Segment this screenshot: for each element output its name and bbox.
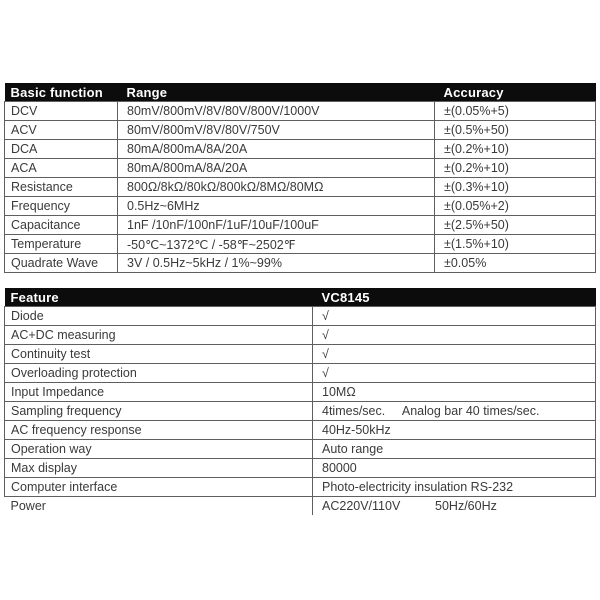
range-cell: 80mV/800mV/8V/80V/750V <box>118 121 435 140</box>
basic-table-header-row <box>5 83 596 102</box>
table-row <box>5 197 596 216</box>
feature-cell: Computer interface <box>5 478 313 497</box>
header-model-vc8145: VC8145 <box>313 288 596 307</box>
table-row <box>5 497 596 516</box>
function-cell: DCV <box>5 102 118 121</box>
feature-value-cell: √ <box>313 364 596 383</box>
range-cell: -50℃~1372℃ / -58℉~2502℉ <box>118 235 435 254</box>
accuracy-cell: ±(0.2%+10) <box>435 159 596 178</box>
function-cell: Temperature <box>5 235 118 254</box>
feature-cell: Power <box>5 497 313 516</box>
feature-cell: Operation way <box>5 440 313 459</box>
basic-function-table <box>4 83 596 273</box>
range-cell: 80mV/800mV/8V/80V/800V/1000V <box>118 102 435 121</box>
feature-cell: Max display <box>5 459 313 478</box>
feature-value-cell: √ <box>313 326 596 345</box>
function-cell: Capacitance <box>5 216 118 235</box>
table-row <box>5 421 596 440</box>
header-basic-function: Basic function <box>5 83 118 102</box>
table-row <box>5 307 596 326</box>
range-cell: 80mA/800mA/8A/20A <box>118 159 435 178</box>
table-row <box>5 140 596 159</box>
range-cell: 3V / 0.5Hz~5kHz / 1%~99% <box>118 254 435 273</box>
feature-value-cell: 10MΩ <box>313 383 596 402</box>
feature-value-cell: Photo-electricity insulation RS-232 <box>313 478 596 497</box>
table-row <box>5 235 596 254</box>
function-cell: DCA <box>5 140 118 159</box>
table-row <box>5 440 596 459</box>
accuracy-cell: ±(0.3%+10) <box>435 178 596 197</box>
table-row <box>5 254 596 273</box>
accuracy-cell: ±(0.05%+2) <box>435 197 596 216</box>
feature-value-cell: √ <box>313 307 596 326</box>
header-feature: Feature <box>5 288 313 307</box>
function-cell: ACA <box>5 159 118 178</box>
accuracy-cell: ±(0.2%+10) <box>435 140 596 159</box>
table-row <box>5 102 596 121</box>
feature-cell: Continuity test <box>5 345 313 364</box>
function-cell: Resistance <box>5 178 118 197</box>
header-range: Range <box>118 83 435 102</box>
feature-value-cell: 4times/sec. Analog bar 40 times/sec. <box>313 402 596 421</box>
accuracy-cell: ±(0.05%+5) <box>435 102 596 121</box>
table-row <box>5 383 596 402</box>
feature-cell: AC+DC measuring <box>5 326 313 345</box>
feature-value-cell: AC220V/110V 50Hz/60Hz <box>313 497 596 516</box>
feature-value-cell: Auto range <box>313 440 596 459</box>
range-cell: 800Ω/8kΩ/80kΩ/800kΩ/8MΩ/80MΩ <box>118 178 435 197</box>
feature-cell: Sampling frequency <box>5 402 313 421</box>
accuracy-cell: ±0.05% <box>435 254 596 273</box>
accuracy-cell: ±(1.5%+10) <box>435 235 596 254</box>
feature-value-cell: 80000 <box>313 459 596 478</box>
range-cell: 80mA/800mA/8A/20A <box>118 140 435 159</box>
range-cell: 1nF /10nF/100nF/1uF/10uF/100uF <box>118 216 435 235</box>
table-row <box>5 345 596 364</box>
feature-table-header-row <box>5 288 596 307</box>
table-row <box>5 402 596 421</box>
table-row <box>5 364 596 383</box>
table-row <box>5 178 596 197</box>
accuracy-cell: ±(2.5%+50) <box>435 216 596 235</box>
feature-table <box>4 288 596 515</box>
feature-value-cell: 40Hz-50kHz <box>313 421 596 440</box>
function-cell: Quadrate Wave <box>5 254 118 273</box>
function-cell: ACV <box>5 121 118 140</box>
header-accuracy: Accuracy <box>435 83 596 102</box>
feature-cell: AC frequency response <box>5 421 313 440</box>
table-row <box>5 459 596 478</box>
range-cell: 0.5Hz~6MHz <box>118 197 435 216</box>
table-row <box>5 121 596 140</box>
table-row <box>5 216 596 235</box>
feature-cell: Diode <box>5 307 313 326</box>
table-row <box>5 159 596 178</box>
accuracy-cell: ±(0.5%+50) <box>435 121 596 140</box>
table-row <box>5 478 596 497</box>
feature-cell: Overloading protection <box>5 364 313 383</box>
feature-cell: Input Impedance <box>5 383 313 402</box>
table-row <box>5 326 596 345</box>
feature-value-cell: √ <box>313 345 596 364</box>
function-cell: Frequency <box>5 197 118 216</box>
